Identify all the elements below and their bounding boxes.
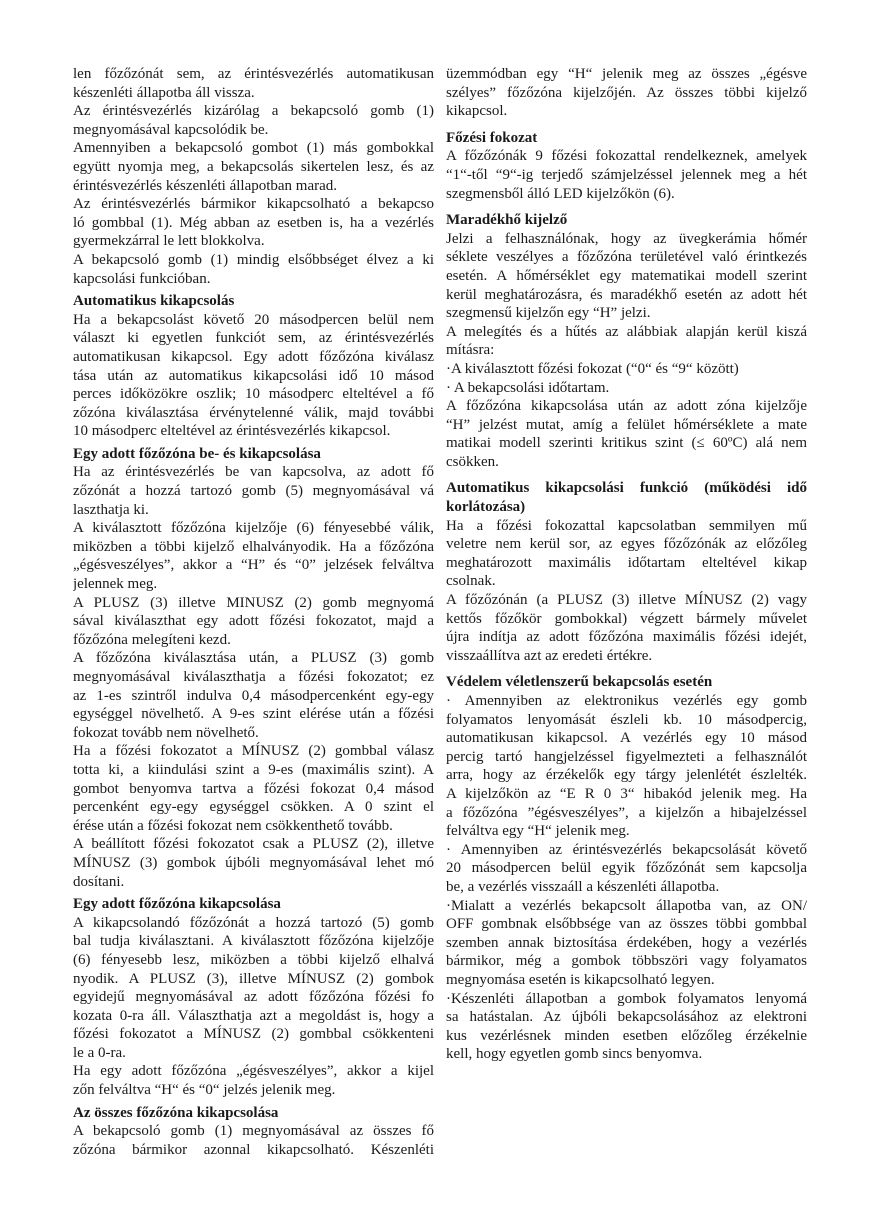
- paragraph: [446, 147, 807, 203]
- text-line: ·Készenléti állapotban a gombok folyamatos lenyomá: [446, 990, 807, 1007]
- text-line: ·A kiválasztott főzési fokozat (“0“ és “9“ között): [446, 360, 739, 377]
- text-line: A kikapcsolandó főzőzónát a hozzá tartozó (5) gomb: [73, 914, 434, 931]
- text-line: az 1-es szintről indulva 0,4 másodpercenként egy-egy: [73, 687, 434, 704]
- text-line: üzemmódban egy “H“ jelenik meg az összes „égésve: [446, 66, 807, 82]
- paragraph: [446, 591, 807, 665]
- text-line: miközben a többi kijelző elhalványodik. Ha a főzőzóna: [73, 538, 434, 555]
- section: [446, 129, 807, 203]
- text-line: 20 másodpercen belül egyik főzőzónát sem kapcsolja: [446, 860, 807, 877]
- text-line: séklete veszélyes a főzőzóna területével való érintkezés: [446, 249, 807, 266]
- paragraph: [73, 65, 434, 102]
- text-line: mításra:: [446, 342, 495, 359]
- text-line: megnyomásával kiválaszthatja a főzési fokozatot; ez: [73, 669, 434, 685]
- paragraph: [446, 65, 807, 121]
- text-line: érése után a főzési fokozat nem csökkenthető tovább.: [73, 817, 393, 834]
- text-line: A főzőzónán (a PLUSZ (3) illetve MÍNUSZ (2) vagy: [446, 592, 807, 609]
- text-line: „égésveszélyes”, akkor a “H” és “0” jelzések felváltva: [73, 557, 434, 574]
- text-line: A főzőzónák 9 főzési fokozattal rendelkeznek, amelyek: [446, 148, 807, 165]
- text-line: esetén. A hőmérséklet egy matematikai modell szerint: [446, 267, 807, 284]
- text-line: zőzóna bármikor azonnal kikapcsolható. Készenléti: [73, 1141, 434, 1158]
- text-line: be, a vezérlés visszaáll a készenléti állapotba.: [446, 878, 720, 895]
- text-line: Ha az érintésvezérlés be van kapcsolva, az adott fő: [73, 464, 434, 481]
- section: [446, 673, 807, 1063]
- text-line: készenléti állapotba áll vissza.: [73, 84, 255, 101]
- paragraph: [73, 594, 434, 650]
- text-line: le a 0-ra.: [73, 1044, 126, 1061]
- paragraph: [73, 139, 434, 195]
- text-line: A melegítés és a hűtés az alábbiak alapján kerül kiszá: [446, 323, 807, 340]
- text-line: nyodik. A PLUSZ (3), illetve MÍNUSZ (2) gombok: [73, 970, 434, 987]
- section-heading: Főzési fokozat: [446, 129, 538, 146]
- paragraph: [446, 692, 807, 841]
- paragraph: [73, 742, 434, 835]
- paragraph: [446, 841, 807, 897]
- paragraph: [446, 230, 807, 323]
- section: [446, 211, 807, 471]
- text-line: dosítani.: [73, 873, 125, 890]
- text-line: visszaállítva azt az eredeti értékre.: [446, 647, 653, 664]
- text-line: Ha a főzési fokozatot a MÍNUSZ (2) gombbal válasz: [73, 743, 434, 760]
- text-line: egységgel növelhető. A 9-es szint elérése után a főzési: [73, 706, 434, 723]
- text-line: megnyomása esetén is kikapcsolható legyen.: [446, 971, 715, 988]
- text-line: Az érintésvezérlés kizárólag a bekapcsoló gomb (1): [73, 103, 434, 120]
- paragraph: [73, 463, 434, 519]
- section-heading: Védelem véletlenszerű bekapcsolás esetén: [446, 674, 713, 691]
- section: [73, 895, 434, 1100]
- text-line: újra indítja az adott főzőzóna maximális főzési idejét,: [446, 629, 807, 646]
- text-line: percenként egy-egy egységgel csökken. A 0 szint el: [73, 799, 434, 816]
- section-heading: Automatikus kikapcsolás: [73, 293, 235, 310]
- text-line: A főzőzóna kikapcsolása után az adott zóna kijelzője: [446, 398, 807, 415]
- left-column: [73, 65, 434, 1159]
- text-line: bal tudja kiválasztani. A kiválasztott főzőzóna kijelzője: [73, 933, 434, 950]
- text-line: kapcsolási funkcióban.: [73, 270, 211, 287]
- text-line: Az érintésvezérlés bármikor kikapcsolható a bekapcso: [73, 196, 434, 213]
- text-line: Jelzi a felhasználónak, hogy az üvegkerámia hőmér: [446, 230, 807, 247]
- text-line: jelennek meg.: [73, 576, 158, 593]
- text-line: A bekapcsoló gomb (1) megnyomásával az összes fő: [73, 1123, 434, 1140]
- text-line: arra, hogy az érzékelők egy tárgy jelenlétét észlelték.: [446, 767, 807, 784]
- text-line: (6) fényesebb lesz, miközben a többi kijelző elhalvá: [73, 951, 434, 968]
- section-heading: Automatikus kikapcsolási funkció (működési idő: [446, 480, 807, 497]
- text-line: · A bekapcsolási időtartam.: [446, 379, 610, 396]
- paragraph: [73, 195, 434, 251]
- text-line: megnyomásával kapcsolódik be.: [73, 121, 269, 138]
- text-line: kus vezérlésnek minden esetben előzőleg érzékelnie: [446, 1027, 807, 1044]
- section: [73, 445, 434, 891]
- text-line: perces időközökre oszlik; 10 másodperc elteltével a fő: [73, 386, 434, 403]
- paragraph: [446, 323, 807, 360]
- section: [446, 479, 807, 665]
- text-line: ló gombbal (1). Még abban az esetben is, ha a vezérlés: [73, 214, 434, 231]
- text-line: szegmensű kijelzőn egy “H” jelzi.: [446, 305, 651, 322]
- text-line: Ha a főzési fokozattal kapcsolatban semmilyen mű: [446, 517, 807, 534]
- text-line: kozata 0-ra áll. Választhatja azt a megoldást is, hogy a: [73, 1007, 434, 1024]
- text-line: · Amennyiben az érintésvezérlés bekapcsolását követő: [446, 841, 807, 858]
- paragraph: [446, 379, 807, 398]
- section-heading: Egy adott főzőzóna be- és kikapcsolása: [73, 445, 321, 462]
- text-line: kell, hogy egyetlen gomb sincs benyomva.: [446, 1046, 703, 1063]
- text-line: szemben annak biztosítása érdekében, hogy a vezérlés: [446, 934, 807, 951]
- section-heading: Egy adott főzőzóna kikapcsolása: [73, 896, 281, 913]
- text-line: Ha egy adott főzőzóna „égésveszélyes”, akkor a kijel: [73, 1063, 434, 1080]
- text-line: zőzónát a hozzá tartozó gomb (5) megnyomásával vá: [73, 483, 434, 500]
- text-line: szélyes” főzőzóna kijelzőjén. Az összes többi kijelző: [446, 84, 807, 101]
- text-line: meghatározott maximális időtartam elteltével kikap: [446, 554, 807, 571]
- section: [73, 65, 434, 288]
- section-heading: korlátozása): [446, 499, 526, 516]
- text-line: sával kiválaszthat egy adott főzési fokozatot, majd a: [73, 613, 434, 630]
- text-line: folyamatos lenyomását észleli kb. 10 másodpercig,: [446, 711, 807, 728]
- text-line: len főzőzónát sem, az érintésvezérlés automatikusan: [73, 66, 434, 82]
- text-line: tása után az automatikus kikapcsolási idő 10 másod: [73, 367, 434, 384]
- section: [73, 1104, 434, 1160]
- text-line: szegmensből álló LED kijelzőkön (6).: [446, 185, 675, 202]
- paragraph: [73, 311, 434, 441]
- text-line: zőn felváltva “H“ és “0“ jelzés jelenik meg.: [73, 1082, 336, 1099]
- text-line: matikai modell szerinti kritikus szint (≤ 60ºC) alá nem: [446, 435, 807, 452]
- paragraph: [446, 360, 807, 379]
- text-line: gombot benyomva tartva a főzési fokozat 0,4 másod: [73, 780, 434, 797]
- text-line: A főzőzóna kiválasztása után, a PLUSZ (3) gomb: [73, 650, 434, 667]
- text-line: csökken.: [446, 453, 499, 470]
- right-column: [446, 65, 807, 1064]
- paragraph: [73, 102, 434, 139]
- paragraph: [73, 1062, 434, 1099]
- paragraph: [73, 914, 434, 1063]
- text-line: választ ki egyetlen funkciót sem, az érintésvezérlés: [73, 330, 434, 347]
- paragraph: [73, 519, 434, 593]
- text-line: laszthatja ki.: [73, 501, 149, 518]
- text-line: kikapcsol.: [446, 103, 508, 120]
- text-line: érintésvezérlés készenléti állapotban marad.: [73, 177, 338, 194]
- text-line: A beállított főzési fokozatot csak a PLUSZ (2), illetve: [73, 836, 434, 853]
- text-line: kerül meghatározásra, és maradékhő esetén az adott hét: [446, 286, 807, 303]
- text-line: bármikor, még a gombok többszöri vagy folyamatos: [446, 953, 807, 970]
- paragraph: [446, 897, 807, 990]
- text-line: A kiválasztott főzőzóna kijelzője (6) fényesebbé válik,: [73, 520, 434, 537]
- paragraph: [73, 1122, 434, 1159]
- paragraph: [73, 835, 434, 891]
- text-line: percig tartó hangjelzéssel figyelmezteti a felhasználót: [446, 748, 807, 765]
- text-line: főzési fokozatot a MÍNUSZ (2) gombbal csökkenteni: [73, 1026, 434, 1043]
- text-line: A kijelzőkön az “E R 0 3“ hibakód jelenik meg. Ha: [446, 785, 807, 802]
- text-line: kettős főzőkör gombokkal) végzett bármely művelet: [446, 610, 807, 627]
- text-line: a főzőzóna ”égésveszélyes”, a kijelzőn a hibajelzéssel: [446, 804, 807, 821]
- text-line: veletre nem kerül sor, az egyes főzőzónák az előzőleg: [446, 536, 807, 553]
- text-line: A PLUSZ (3) illetve MINUSZ (2) gomb megnyomá: [73, 594, 434, 611]
- section: [446, 65, 807, 121]
- text-line: fokozat tovább nem növelhető.: [73, 724, 259, 741]
- paragraph: [73, 251, 434, 288]
- section-heading: Maradékhő kijelző: [446, 212, 568, 229]
- text-line: egyidejű megnyomásával az adott főzőzóna főzési fo: [73, 989, 434, 1006]
- text-line: együtt nyomja meg, a bekapcsolás sikertelen lesz, és az: [73, 158, 434, 175]
- text-line: 10 másodperc elteltével az érintésvezérlés kikapcsol.: [73, 423, 391, 440]
- text-line: MÍNUSZ (3) gombok újbóli megnyomásával lehet mó: [73, 854, 434, 871]
- text-line: A bekapcsoló gomb (1) mindig elsőbbséget élvez a ki: [73, 251, 434, 268]
- paragraph: [446, 397, 807, 471]
- text-line: “1“-től “9“-ig terjedő számjelzéssel jelennek meg a hét: [446, 166, 807, 183]
- text-line: Amennyiben a bekapcsoló gombot (1) más gombokkal: [73, 140, 434, 157]
- text-line: automatikusan kikapcsol. Egy adott főzőzóna kiválasz: [73, 348, 434, 365]
- text-line: Ha a bekapcsolást követő 20 másodpercen belül nem: [73, 311, 434, 328]
- text-line: sa hatástalan. Az újbóli bekapcsolásához az elektroni: [446, 1009, 807, 1026]
- text-line: csolnak.: [446, 573, 496, 590]
- text-line: OFF gombnak elsőbbsége van az összes többi gombbal: [446, 916, 807, 933]
- text-line: ·Mialatt a vezérlés bekapcsolt állapotba van, az ON/: [446, 897, 807, 914]
- section-heading: Az összes főzőzóna kikapcsolása: [73, 1104, 279, 1121]
- paragraph: [73, 649, 434, 742]
- text-line: főzőzóna melegíteni kezd.: [73, 631, 231, 648]
- text-line: gyermekzárral le lett blokkolva.: [73, 233, 265, 250]
- text-line: zőzóna kiválasztása érvénytelenné válik, majd további: [73, 404, 434, 421]
- text-line: automatikusan kikapcsol. A vezérlés egy 10 másod: [446, 730, 807, 747]
- text-line: “H” jelzést mutat, amíg a felület hőmérséklete a mate: [446, 416, 807, 433]
- paragraph: [446, 990, 807, 1064]
- text-line: felváltva egy “H“ jelenik meg.: [446, 823, 630, 840]
- text-line: · Amennyiben az elektronikus vezérlés egy gomb: [446, 693, 807, 709]
- text-line: totta ki, a kiindulási szint a 9-es (maximális szint). A: [73, 761, 434, 778]
- paragraph: [446, 517, 807, 591]
- section: [73, 292, 434, 441]
